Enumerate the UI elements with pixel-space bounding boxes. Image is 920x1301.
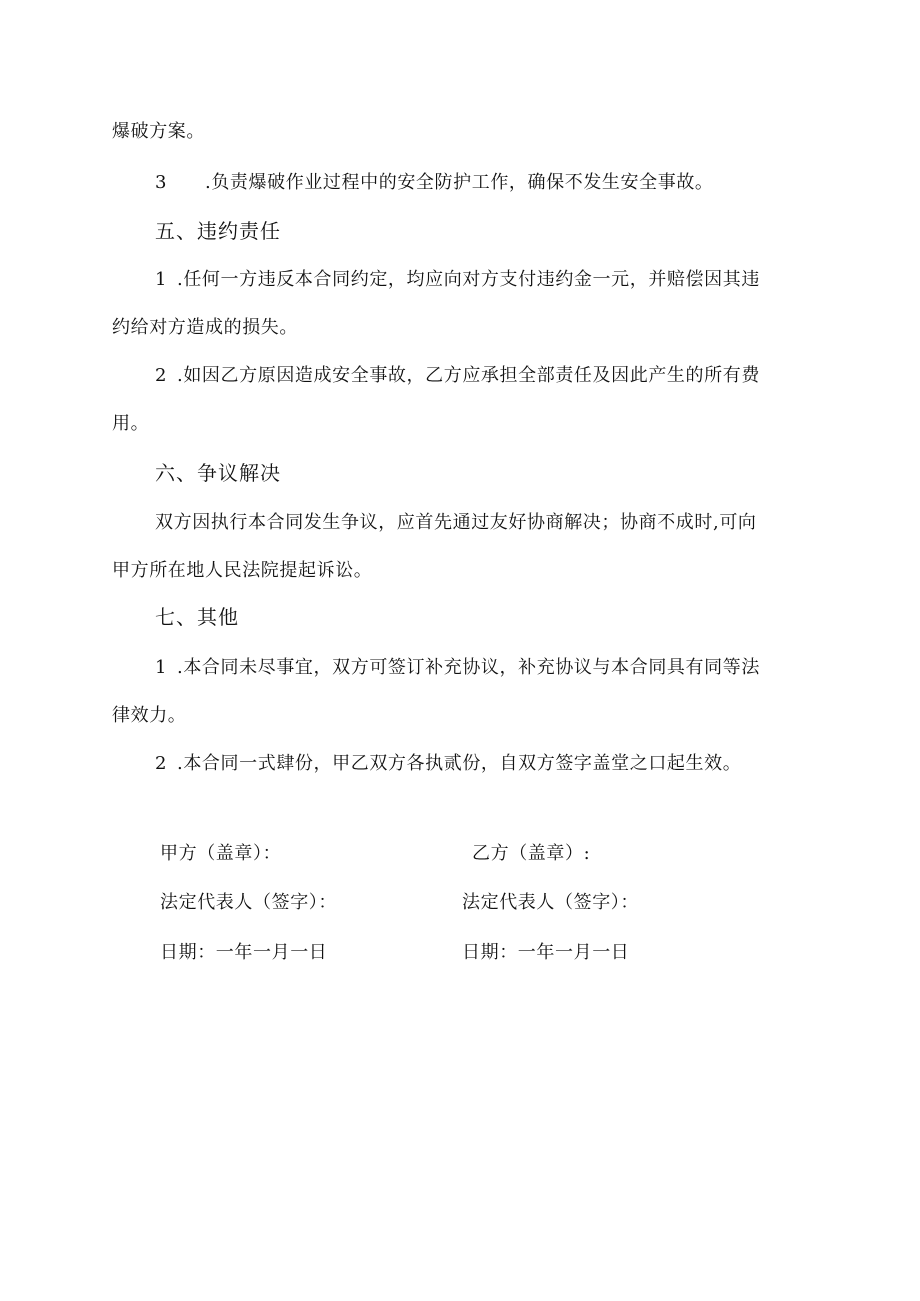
party-b-seal-label: 乙方（盖章）: [472,843,591,864]
party-a-seal-label: 甲方（盖章）： [160,843,282,864]
item-number: 2 [155,753,168,774]
section5-item1-line2: 约给对方造成的损失。 [112,317,298,338]
section4-tail-line: 爆破方案。 [112,121,205,142]
section4-item3 [155,171,714,195]
item-text: .负责爆破作业过程中的安全防护工作，确保不发生安全事故。 [205,172,714,193]
party-a-date-label: 日期：一年一月一日 [160,942,328,963]
section7-item2 [155,752,741,776]
section6-para-line1: 双方因执行本合同发生争议，应首先通过友好协商解决；协商不成时,可向 [155,512,757,533]
item-number: 1 [155,657,168,678]
party-b-date-label: 日期：一年一月一日 [462,942,630,963]
item-text: .如因乙方原因造成安全事故，乙方应承担全部责任及因此产生的所有费 [177,365,760,386]
party-b-representative-label: 法定代表人（签字）： [462,892,639,913]
item-number: 2 [155,365,168,386]
section6-para-line2: 甲方所在地人民法院提起诉讼。 [112,560,373,581]
item-text: .本合同一式肆份，甲乙双方各执贰份，自双方签字盖堂之口起生效。 [177,753,742,774]
section7-item1-line1 [155,656,760,680]
party-a-representative-label: 法定代表人（签字）： [160,892,337,913]
section5-item2-line2: 用。 [112,413,150,434]
section5-item1-line1 [155,268,760,292]
item-text: .任何一方违反本合同约定，均应向对方支付违约金一元，并赔偿因其违 [177,269,760,290]
item-number: 3 [155,172,168,193]
section6-heading: 六、争议解决 [155,461,281,485]
item-text: .本合同未尽事宜，双方可签订补充协议，补充协议与本合同具有同等法 [177,657,760,678]
section7-heading: 七、其他 [155,605,239,629]
section5-heading: 五、违约责任 [155,219,281,243]
section5-item2-line1 [155,364,760,388]
item-number: 1 [155,269,168,290]
section7-item1-line2: 律效力。 [112,705,187,726]
